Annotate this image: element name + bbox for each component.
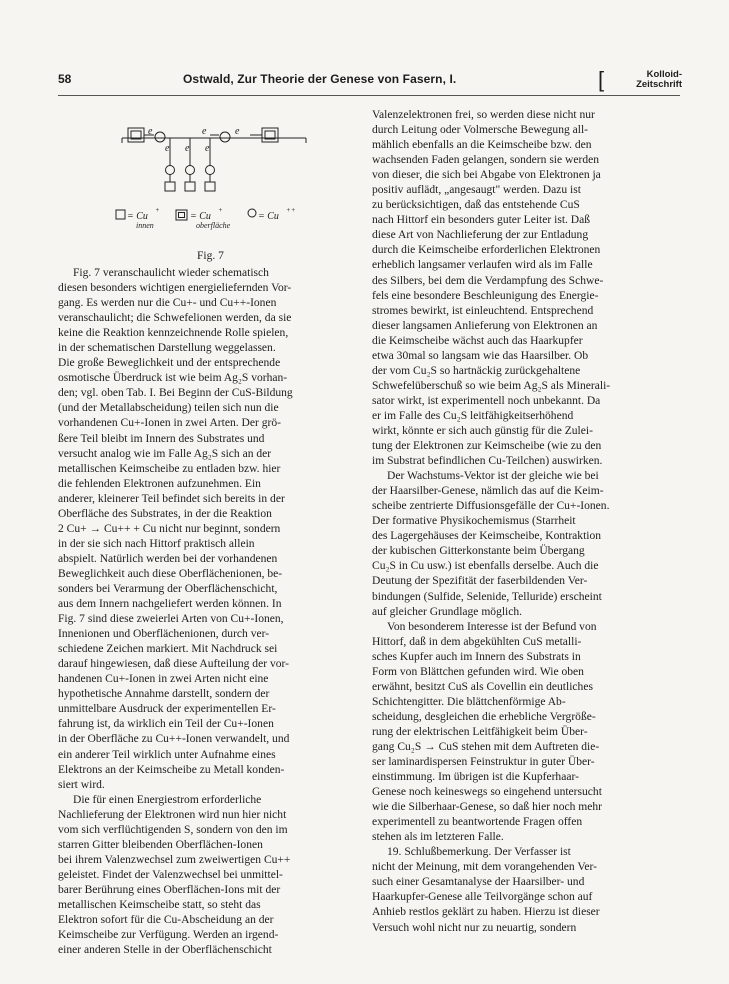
text-line: metallischen Keimscheibe statt, so steht das — [58, 898, 261, 911]
text-line: Keimscheibe zur Verfügung. Werden an irgend- — [58, 929, 279, 942]
text-line: Von besonderem Interesse ist der Befund von — [387, 620, 597, 633]
text-line: die fehlenden Elektronen aufzunehmen. Ein — [58, 477, 261, 490]
text-line: diesen besonders wichtigen energieliefernden Vor- — [58, 282, 292, 295]
page-header — [58, 67, 682, 92]
legend-surface-sub: oberfläche — [196, 221, 231, 230]
text-line: osmotische Überdruck ist wie beim Ag₂S vorhan- — [58, 372, 288, 385]
text-line: nicht der Meinung, mit dem vorangehenden Ver- — [372, 861, 597, 874]
text-line: erheblich langsamer verlaufen wird als im Falle — [372, 259, 593, 272]
right-column — [372, 108, 680, 936]
text-line: keine die Reaktion kennzeichnende Rolle spielen, — [58, 327, 289, 340]
text-line: veranschaulicht; die Schwefelionen werden, da sie — [58, 312, 292, 325]
text-line: einstimmung. Im übrigen ist die Kupferhaar- — [372, 771, 579, 784]
text-line: handenen Cu+-Ionen in zwei Arten nicht eine — [58, 673, 269, 686]
running-title: Ostwald, Zur Theorie der Genese von Fasern, I. — [183, 72, 457, 86]
electron-label-1: e — [148, 126, 153, 137]
text-line: Elektron sofort für die Cu-Abscheidung an der — [58, 914, 274, 927]
legend-cu2-circle — [248, 209, 256, 217]
text-line: bindungen (Sulfide, Selenide, Telluride) erscheint — [372, 590, 602, 603]
text-line: des Silbers, bei dem die Verdampfung des Schwe- — [372, 274, 604, 287]
text-line: von dieser, die sich bei Abgabe von Elektronen ja — [372, 169, 601, 182]
text-line: Der formative Physikochemismus (Starrheit — [372, 515, 576, 528]
text-line: schiedene Zeichen markiert. Mit Nachdruck sei — [58, 643, 278, 656]
text-line: geleistet. Findet der Valenzwechsel bei unmittel- — [58, 868, 283, 881]
text-line: Fig. 7 veranschaulicht wieder schematisch — [73, 267, 269, 279]
text-line: fahrung ist, da wirklich ein Teil der Cu+-Ionen — [58, 718, 274, 731]
text-line: dieser langsamen Anlieferung von Elektronen an — [372, 319, 598, 332]
inner-ion-box-right — [262, 128, 278, 142]
text-line: Deutung der Spezifität der faserbildenden Ver- — [372, 575, 588, 588]
left-column — [58, 266, 360, 958]
text-line: in der schematischen Darstellung weggelassen. — [58, 342, 276, 355]
text-line: Schwefelüberschuß so wie beim Ag₂S als Minerali- — [372, 379, 611, 392]
text-line: 19. Schlußbemerkung. Der Verfasser ist — [387, 846, 571, 859]
journal-line-1: Kolloid- — [646, 69, 682, 80]
text-line: zu berücksichtigen, daß das entstehende CuS — [372, 199, 580, 212]
text-line: Haarkupfer-Genese alle Teilvorgänge schon auf — [372, 891, 593, 904]
journal-line-2: Zeitschrift — [636, 79, 682, 90]
bracket-glyph: [ — [598, 67, 605, 92]
ion-box-3 — [205, 182, 215, 191]
legend-surface-box — [176, 210, 187, 220]
electron-label-2: e — [202, 126, 207, 137]
text-line: hypothetische Annahme darstellt, sondern der — [58, 688, 270, 701]
ion-box-2 — [185, 182, 195, 191]
legend-surface-text: = Cu — [190, 211, 211, 222]
text-line: Nachlieferung der Elektronen wird nun hier nicht — [58, 808, 287, 821]
text-line: durch die Keimscheibe erforderlichen Elektronen — [372, 244, 601, 257]
text-line: abspielt. Natürlich werden bei der vorhandenen — [58, 552, 278, 565]
electron-label-4: e — [165, 143, 170, 154]
legend-cu2-sup: ++ — [286, 206, 296, 214]
text-line: barer Berührung eines Oberflächen-Ions mit der — [58, 883, 281, 896]
legend-cu2-text: = Cu — [258, 211, 279, 222]
text-line: durch Leitung oder Volmersche Bewegung all- — [372, 124, 589, 137]
legend-surface-sup: + — [218, 206, 223, 214]
text-line: stehen als im letzteren Falle. — [372, 831, 504, 844]
text-line: Oberfläche des Substrates, in der die Reaktion — [58, 507, 272, 520]
text-line: nach Hittorf ein besonders guter Leiter ist. Daß — [372, 214, 591, 227]
text-line: in der Oberfläche zu Cu++-Ionen verwandelt, und — [58, 733, 290, 746]
legend-inner-text: = Cu — [127, 211, 148, 222]
legend-inner-box — [116, 210, 125, 219]
text-line: Der Wachstums-Vektor ist der gleiche wie bei — [387, 470, 599, 483]
text-line: gang. Es werden nur die Cu+- und Cu++-Ionen — [58, 297, 277, 310]
text-line: gang Cu₂S → CuS stehen mit dem Auftreten die- — [372, 740, 600, 753]
text-line: etwa 30mal so langsam wie das Haarsilber. Ob — [372, 349, 589, 362]
text-line: Elektrons an der Keimscheibe zu Metall konden- — [58, 763, 285, 776]
text-line: metallischen Keimscheibe zu entladen bzw. hier — [58, 462, 281, 475]
text-line: Die große Beweglichkeit und der entsprechende — [58, 357, 281, 370]
header-rule — [58, 95, 680, 96]
text-line: vom sich verflüchtigenden S, sondern von den im — [58, 823, 288, 836]
text-line: rung der elektrischen Leitfähigkeit beim Über- — [372, 725, 588, 738]
text-line: experimentell zu beantwortende Fragen offen — [372, 816, 583, 829]
text-line: Cu₂S in Cu usw.) ist ebenfalls derselbe. Auch die — [372, 560, 599, 573]
text-line: scheidung, desgleichen die erhebliche Vergröße- — [372, 710, 596, 723]
ion-box-1 — [165, 182, 175, 191]
text-line: mählich ebenfalls an die Keimscheibe bzw. den — [372, 139, 592, 152]
text-line: Innenionen und Oberflächenionen, durch ver- — [58, 628, 270, 641]
text-line: Anhieb restlos geklärt zu haben. Hierzu ist dieser — [372, 906, 600, 919]
electron-label-3: e — [235, 126, 240, 137]
ion-circle-3 — [206, 166, 215, 175]
figure-diagram — [110, 118, 310, 268]
text-line: Versuch wohl nicht nur zu neuartig, sondern — [372, 921, 577, 934]
text-line: sator wirkt, ist experimentell noch unbekannt. Da — [372, 394, 601, 407]
text-line: Beweglichkeit auch diese Oberflächenionen, be- — [58, 567, 283, 580]
text-line: des Lagergehäuses der Keimscheibe, Kontraktion — [372, 530, 602, 543]
inner-ion-box-left — [128, 128, 144, 142]
text-line: diese Art von Nachlieferung der zur Entladung — [372, 229, 589, 242]
text-line: darauf hingewiesen, daß diese Aufteilung der vor- — [58, 658, 289, 671]
text-line: im Substrat befindlichen Cu-Teilchen) auswirken. — [372, 455, 603, 468]
ion-circle-1 — [166, 166, 175, 175]
text-line: anderer, kleinerer Teil befindet sich bereits in der — [58, 492, 285, 505]
electron-label-6: e — [205, 143, 210, 154]
text-line: ßere Teil bleibt im Innern des Substrates und — [58, 432, 265, 445]
text-line: aus dem Innern nachgeliefert werden können. In — [58, 598, 282, 611]
journal-name — [598, 67, 682, 92]
ion-circle-2 — [186, 166, 195, 175]
text-line: Fig. 7 sind diese zweierlei Arten von Cu+-Ionen, — [58, 613, 284, 626]
text-line: in der sie sich nach Hittorf praktisch allein — [58, 537, 255, 550]
text-line: fels eine besondere Beschleunigung des Energie- — [372, 289, 599, 302]
text-line: sonders bei Verarmung der Oberflächenschicht, — [58, 582, 278, 595]
text-line: scheibe zentrierte Diffusionsgefälle der Cu+-Ionen. — [372, 500, 610, 513]
text-line: Die für einen Energiestrom erforderliche — [73, 793, 262, 806]
text-line: erwähnt, besitzt CuS als Covellin ein deutliches — [372, 680, 593, 693]
text-line: sches Kupfer auch im Innern des Substrats in — [372, 650, 581, 663]
text-line: such einer Gesamtanalyse der Haarsilber- und — [372, 876, 585, 889]
surface-ion-circle-left — [155, 132, 165, 142]
text-line: vorhandenen Cu+-Ionen in zwei Arten. Der grö- — [58, 417, 281, 430]
figure-caption: Fig. 7 — [197, 250, 224, 262]
text-line: (und der Metallabscheidung) teilen sich nun die — [58, 402, 279, 415]
text-line: der Haarsilber-Genese, nämlich das auf die Keim- — [372, 485, 604, 498]
text-line: 2 Cu+ → Cu++ + Cu nicht nur beginnt, sondern — [58, 522, 281, 535]
electron-label-5: e — [185, 143, 190, 154]
text-line: der kubischen Gitterkonstante beim Übergang — [372, 545, 585, 558]
text-line: ser laminardispersen Feinstruktur in guter Über- — [372, 756, 595, 769]
text-line: wie die Silberhaar-Genese, so daß hier noch mehr — [372, 801, 602, 814]
surface-ion-circle-right — [220, 132, 230, 142]
text-line: unmittelbare Ausdruck der experimentellen Er- — [58, 703, 276, 716]
text-line: bei ihrem Valenzwechsel zum zweiwertigen Cu++ — [58, 853, 291, 866]
text-line: positiv auflädt, „angesaugt" werden. Dazu ist — [372, 184, 581, 197]
text-line: er im Falle des Cu₂S leitfähigkeitserhöhend — [372, 409, 574, 422]
text-line: ein anderer Teil wirklich unter Aufnahme eines — [58, 748, 276, 761]
text-line: Form von Blättchen gefunden wird. Wie oben — [372, 665, 584, 678]
text-line: wachsenden Faden gelangen, sondern sie werden — [372, 154, 600, 167]
page-number: 58 — [58, 72, 72, 86]
text-line: Genese noch keineswegs so eingehend untersucht — [372, 786, 602, 799]
text-line: starren Gitter bleibenden Oberflächen-Ionen — [58, 838, 263, 851]
text-line: Hittorf, daß in dem abgekühlten CuS metalli- — [372, 635, 582, 648]
text-line: stromes bewirkt, ist einleuchtend. Entsprechend — [372, 304, 594, 317]
text-line: die Keimscheibe wächst auch das Haarkupfer — [372, 334, 583, 347]
text-line: siert wird. — [58, 778, 105, 791]
text-line: einer anderen Stelle in der Oberflächenschicht — [58, 944, 272, 957]
legend-inner-sub: innen — [136, 221, 154, 230]
text-line: auf gleicher Grundlage möglich. — [372, 605, 523, 618]
text-line: Valenzelektronen frei, so werden diese nicht nur — [372, 109, 595, 121]
text-line: den; vgl. oben Tab. I. Bei Beginn der CuS-Bildung — [58, 387, 293, 400]
text-line: tung der Elektronen zur Keimscheibe (wie zu den — [372, 440, 602, 453]
legend-inner-sup: + — [155, 206, 160, 214]
text-line: wirkt, könnte er sich auch günstig für die Zulei- — [372, 424, 593, 437]
text-line: Schichtengitter. Die blättchenförmige Ab- — [372, 695, 566, 708]
text-line: versucht analog wie im Falle Ag₂S sich an der — [58, 447, 272, 460]
text-line: der vom Cu₂S so hartnäckig zurückgehaltene — [372, 364, 581, 377]
